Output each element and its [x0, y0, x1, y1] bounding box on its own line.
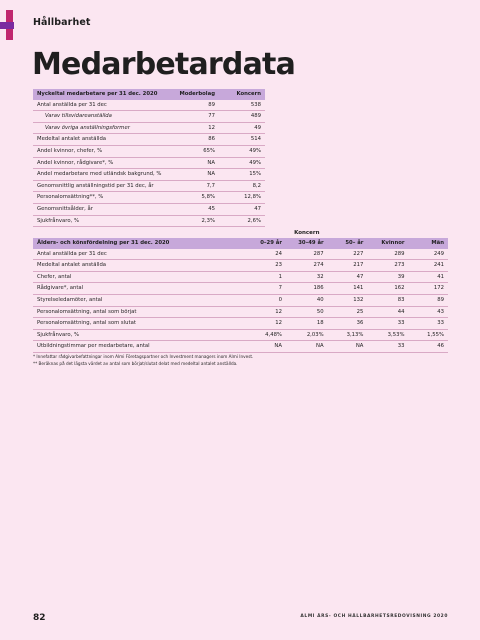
row-label: Antal anställda per 31 dec [33, 249, 245, 260]
row-label: Utbildningstimmar per medarbetare, antal [33, 341, 245, 353]
table-cell: 5,8% [173, 192, 219, 204]
table-cell: 33 [367, 341, 408, 353]
table-cell: 2,03% [286, 329, 328, 341]
table-cell: 89 [173, 100, 219, 111]
footnote: * Innefattar rådgivarbefattningar inom Almi Företagspartner och Investment managers inom Almi Invest. [33, 354, 254, 359]
table-row [33, 203, 265, 215]
age-table-header-row [33, 238, 448, 249]
table-cell: 44 [367, 306, 408, 318]
table-cell: 77 [173, 111, 219, 123]
column-header: Kvinnor [367, 238, 408, 249]
corner-mark-horizontal [0, 22, 14, 29]
table-cell: 217 [328, 260, 368, 272]
column-header: Män [408, 238, 448, 249]
column-header: 30–49 år [286, 238, 328, 249]
table-row [33, 318, 448, 330]
table-cell: 12,8% [219, 192, 265, 204]
table-cell: 4,48% [245, 329, 286, 341]
row-label: Personalomsättning**, % [33, 192, 173, 204]
row-label: Rådgivare*, antal [33, 283, 245, 295]
column-header: Moderbolag [173, 89, 219, 100]
row-label: Andel kvinnor, chefer, % [33, 145, 173, 157]
table-cell: 273 [367, 260, 408, 272]
table-cell: 7 [245, 283, 286, 295]
table-row [33, 169, 265, 181]
table-cell: NA [173, 169, 219, 181]
table-cell: 3,53% [367, 329, 408, 341]
table-row [33, 215, 265, 227]
table-cell: 83 [367, 294, 408, 306]
table-cell: 47 [328, 271, 368, 283]
table-row [33, 294, 448, 306]
row-label: Andel medarbetare med utländsk bakgrund, % [33, 169, 173, 181]
footnotes [33, 353, 253, 367]
table-row [33, 180, 265, 192]
footer-report-title: ALMI ÅRS- OCH HÅLLBARHETSREDOVISNING 2020 [300, 614, 448, 619]
table-cell: 23 [245, 260, 286, 272]
row-label: Varav tillsvidareanställda [33, 111, 173, 123]
table-row [33, 192, 265, 204]
section-label: Hållbarhet [33, 17, 91, 28]
row-label: Andel kvinnor, rådgivare*, % [33, 157, 173, 169]
table-row [33, 111, 265, 123]
table-cell: 2,3% [173, 215, 219, 227]
table-row [33, 100, 265, 111]
table-cell: 33 [408, 318, 448, 330]
table-cell: 12 [173, 122, 219, 134]
table-cell: 141 [328, 283, 368, 295]
row-label: Personalomsättning, antal som slutat [33, 318, 245, 330]
table-cell: 489 [219, 111, 265, 123]
table-row [33, 260, 448, 272]
table-cell: 514 [219, 134, 265, 146]
page-title: Medarbetardata [32, 47, 296, 82]
table-cell: 89 [408, 294, 448, 306]
row-label: Antal anställda per 31 dec [33, 100, 173, 111]
table-row [33, 329, 448, 341]
table-cell: 1,55% [408, 329, 448, 341]
age-gender-table [33, 228, 448, 353]
table-cell: 287 [286, 249, 328, 260]
table-cell: 33 [367, 318, 408, 330]
table-cell: 86 [173, 134, 219, 146]
column-header: Ålders- och könsfördelning per 31 dec. 2020 [33, 238, 245, 249]
row-label: Medeltal antalet anställda [33, 260, 245, 272]
table-row [33, 283, 448, 295]
table-cell: 8,2 [219, 180, 265, 192]
table-cell: 1 [245, 271, 286, 283]
table-cell: 39 [367, 271, 408, 283]
table-cell: 538 [219, 100, 265, 111]
table-cell: 45 [173, 203, 219, 215]
table-cell: 49% [219, 145, 265, 157]
table-cell: 24 [245, 249, 286, 260]
table-cell: 18 [286, 318, 328, 330]
table-cell: 289 [367, 249, 408, 260]
table-cell: 162 [367, 283, 408, 295]
table-cell: 7,7 [173, 180, 219, 192]
table-row [33, 157, 265, 169]
table-cell: 0 [245, 294, 286, 306]
table-cell: NA [173, 157, 219, 169]
age-table-group-label: Koncern [294, 230, 320, 236]
table-cell: 132 [328, 294, 368, 306]
row-label: Sjukfrånvaro, % [33, 329, 245, 341]
table-cell: 46 [408, 341, 448, 353]
table-row [33, 145, 265, 157]
table-cell: 172 [408, 283, 448, 295]
table-cell: 47 [219, 203, 265, 215]
table-cell: 12 [245, 306, 286, 318]
table-cell: 25 [328, 306, 368, 318]
key-table-body [33, 100, 265, 227]
row-label: Genomsnittlig anställningstid per 31 dec, år [33, 180, 173, 192]
table-row [33, 341, 448, 353]
table-row [33, 249, 448, 260]
table-cell: 43 [408, 306, 448, 318]
table-row [33, 122, 265, 134]
table-cell: 274 [286, 260, 328, 272]
key-table-header-row [33, 89, 265, 100]
table-cell: 2,6% [219, 215, 265, 227]
table-cell: 32 [286, 271, 328, 283]
table-row [33, 306, 448, 318]
table-cell: NA [286, 341, 328, 353]
table-row [33, 134, 265, 146]
table-cell: 49 [219, 122, 265, 134]
brand-corner-mark [0, 10, 18, 40]
row-label: Medeltal antalet anställda [33, 134, 173, 146]
table-cell: NA [245, 341, 286, 353]
column-header: Nyckeltal medarbetare per 31 dec. 2020 [33, 89, 173, 100]
table-cell: 36 [328, 318, 368, 330]
page-number: 82 [33, 613, 46, 623]
table-cell: 241 [408, 260, 448, 272]
age-table-body [33, 249, 448, 353]
table-cell: 50 [286, 306, 328, 318]
table-cell: 65% [173, 145, 219, 157]
table-cell: 41 [408, 271, 448, 283]
table-row [33, 271, 448, 283]
row-label: Varav övriga anställningsformer [33, 122, 173, 134]
row-label: Sjukfrånvaro, % [33, 215, 173, 227]
table-cell: 227 [328, 249, 368, 260]
table-cell: 12 [245, 318, 286, 330]
column-header: 50– år [328, 238, 368, 249]
row-label: Personalomsättning, antal som börjat [33, 306, 245, 318]
column-header: Koncern [219, 89, 265, 100]
table-cell: 3,13% [328, 329, 368, 341]
key-figures-table [33, 89, 265, 227]
row-label: Genomsnittsålder, år [33, 203, 173, 215]
table-cell: 186 [286, 283, 328, 295]
footnote: ** Beräknas på det lägsta värdet av antal som börjat/slutat delat med medeltal antalet anställda. [33, 361, 238, 366]
table-cell: 249 [408, 249, 448, 260]
table-cell: 40 [286, 294, 328, 306]
row-label: Chefer, antal [33, 271, 245, 283]
table-cell: NA [328, 341, 368, 353]
row-label: Styrelseledamöter, antal [33, 294, 245, 306]
column-header: 0–29 år [245, 238, 286, 249]
table-cell: 49% [219, 157, 265, 169]
table-cell: 15% [219, 169, 265, 181]
